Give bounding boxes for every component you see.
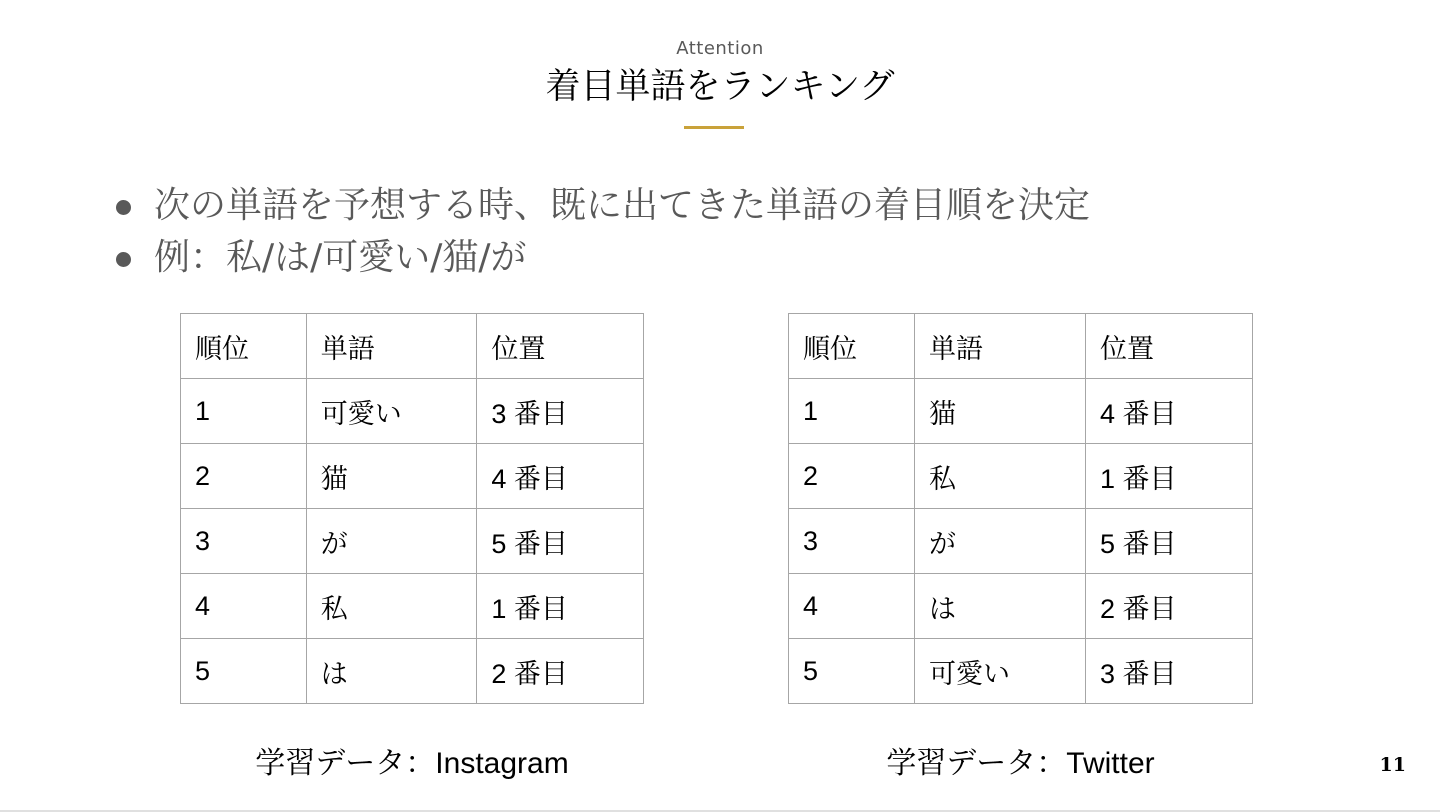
bullet-dot-icon bbox=[116, 252, 131, 267]
bullet-item bbox=[112, 180, 1312, 232]
bullet-text: 例：私/は/可愛い/猫/が bbox=[154, 237, 527, 278]
cell-position: 1 番目 bbox=[1086, 444, 1253, 509]
table-row bbox=[181, 379, 644, 444]
header-cell-rank: 順位 bbox=[181, 314, 307, 379]
slide-title: 着目単語をランキング bbox=[545, 67, 895, 107]
ranking-table-instagram bbox=[180, 313, 644, 704]
header-cell-position: 位置 bbox=[1086, 314, 1253, 379]
cell-word: は bbox=[306, 639, 477, 704]
cell-word: 可愛い bbox=[915, 639, 1086, 704]
table-row bbox=[181, 444, 644, 509]
cell-word: が bbox=[306, 509, 477, 574]
cell-position: 1 番目 bbox=[477, 574, 644, 639]
cell-rank: 3 bbox=[789, 509, 915, 574]
header-cell-word: 単語 bbox=[915, 314, 1086, 379]
cell-rank: 5 bbox=[789, 639, 915, 704]
cell-word: は bbox=[915, 574, 1086, 639]
table-row bbox=[789, 639, 1253, 704]
ranking-table-twitter bbox=[788, 313, 1253, 704]
cell-word: 可愛い bbox=[306, 379, 477, 444]
cell-rank: 5 bbox=[181, 639, 307, 704]
caption-instagram: 学習データ：Instagram bbox=[255, 747, 569, 780]
cell-rank: 4 bbox=[181, 574, 307, 639]
table-row bbox=[181, 509, 644, 574]
bullet-item bbox=[112, 232, 1312, 284]
cell-position: 3 番目 bbox=[1086, 639, 1253, 704]
title-underline bbox=[684, 126, 744, 129]
cell-word: 猫 bbox=[306, 444, 477, 509]
slide-kicker: Attention bbox=[676, 38, 764, 59]
cell-rank: 1 bbox=[181, 379, 307, 444]
cell-word: 猫 bbox=[915, 379, 1086, 444]
cell-word: 私 bbox=[915, 444, 1086, 509]
cell-rank: 4 bbox=[789, 574, 915, 639]
cell-position: 5 番目 bbox=[477, 509, 644, 574]
cell-position: 2 番目 bbox=[477, 639, 644, 704]
table-row bbox=[789, 444, 1253, 509]
bullet-list bbox=[112, 180, 1312, 284]
cell-word: 私 bbox=[306, 574, 477, 639]
header-cell-rank: 順位 bbox=[789, 314, 915, 379]
bullet-text: 次の単語を予想する時、既に出てきた単語の着目順を決定 bbox=[154, 185, 1091, 226]
page-number: 11 bbox=[1379, 754, 1406, 776]
header-cell-position: 位置 bbox=[477, 314, 644, 379]
cell-rank: 1 bbox=[789, 379, 915, 444]
cell-word: が bbox=[915, 509, 1086, 574]
table-header-row bbox=[789, 314, 1253, 379]
cell-position: 5 番目 bbox=[1086, 509, 1253, 574]
cell-rank: 2 bbox=[181, 444, 307, 509]
table-row bbox=[789, 574, 1253, 639]
table-header-row bbox=[181, 314, 644, 379]
cell-rank: 2 bbox=[789, 444, 915, 509]
header-cell-word: 単語 bbox=[306, 314, 477, 379]
table-row bbox=[789, 509, 1253, 574]
table-row bbox=[181, 639, 644, 704]
cell-position: 3 番目 bbox=[477, 379, 644, 444]
table-row bbox=[789, 379, 1253, 444]
table-row bbox=[181, 574, 644, 639]
cell-position: 2 番目 bbox=[1086, 574, 1253, 639]
caption-twitter: 学習データ：Twitter bbox=[886, 747, 1155, 780]
cell-rank: 3 bbox=[181, 509, 307, 574]
bullet-dot-icon bbox=[116, 200, 131, 215]
cell-position: 4 番目 bbox=[477, 444, 644, 509]
cell-position: 4 番目 bbox=[1086, 379, 1253, 444]
